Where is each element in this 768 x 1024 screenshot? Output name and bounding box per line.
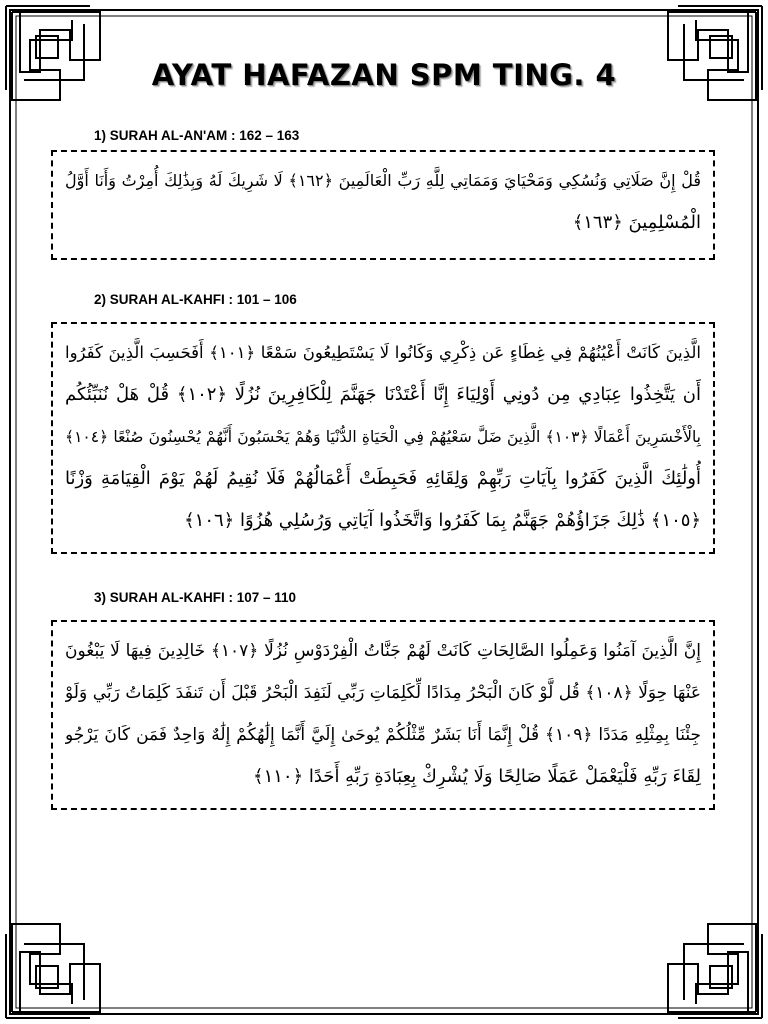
section-heading-1: 1) SURAH AL-AN'AM : 162 – 163 — [94, 128, 300, 143]
verse-box-1 — [51, 150, 715, 260]
verse-line: الْمُسْلِمِينَ ﴿١٦٣﴾ — [572, 212, 701, 233]
verse-line: ﴿١٠٥﴾ ذَٰلِكَ جَزَاؤُهُمْ جَهَنَّمُ بِمَا كَفَرُوا وَاتَّخَذُوا آيَاتِي وَرُسُلِي هُزُوًا ﴿١٠٦﴾ — [184, 510, 701, 531]
verse-line: بِالْأَخْسَرِينَ أَعْمَالًا ﴿١٠٣﴾ الَّذِينَ ضَلَّ سَعْيُهُمْ فِي الْحَيَاةِ الدُّنْيَا وَهُمْ يَحْسَبُونَ أَنَّهُمْ يُحْسِنُونَ صُنْعًا ﴿١٠٤﴾ — [65, 428, 701, 446]
verse-line: قُلْ إِنَّ صَلَاتِي وَنُسُكِي وَمَحْيَايَ وَمَمَاتِي لِلَّهِ رَبِّ الْعَالَمِينَ ﴿١٦٢﴾ لَا شَرِيكَ لَهُ وَبِذَٰلِكَ أُمِرْتُ وَأَنَا أَوَّلُ — [65, 171, 701, 190]
verse-line: إِنَّ الَّذِينَ آمَنُوا وَعَمِلُوا الصَّالِحَاتِ كَانَتْ لَهُمْ جَنَّاتُ الْفِرْدَوْسِ نُزُلًا ﴿١٠٧﴾ خَالِدِينَ فِيهَا لَا يَبْغُونَ — [65, 641, 701, 661]
verse-line: أُولَٰئِكَ الَّذِينَ كَفَرُوا بِآيَاتِ رَبِّهِمْ وَلِقَائِهِ فَحَبِطَتْ أَعْمَالُهُمْ فَلَا نُقِيمُ لَهُمْ يَوْمَ الْقِيَامَةِ وَزْنًا — [65, 468, 701, 489]
verse-line: لِقَاءَ رَبِّهِ فَلْيَعْمَلْ عَمَلًا صَالِحًا وَلَا يُشْرِكْ بِعِبَادَةِ رَبِّهِ أَحَدًا ﴿١١٠﴾ — [253, 766, 701, 787]
corner-ornament-bottom-left — [6, 924, 100, 1018]
verse-box-2 — [51, 322, 715, 554]
section-heading-3: 3) SURAH AL-KAHFI : 107 – 110 — [94, 590, 297, 605]
page-title: AYAT HAFAZAN SPM TING. 4 — [151, 58, 617, 92]
verse-box-3 — [51, 620, 715, 810]
verse-line: جِئْنَا بِمِثْلِهِ مَدَدًا ﴿١٠٩﴾ قُلْ إِنَّمَا أَنَا بَشَرٌ مِّثْلُكُمْ يُوحَىٰ إِلَيَّ أَنَّمَا إِلَٰهُكُمْ إِلَٰهٌ وَاحِدٌ فَمَن كَانَ يَرْجُو — [65, 725, 701, 745]
verse-line: عَنْهَا حِوَلًا ﴿١٠٨﴾ قُل لَّوْ كَانَ الْبَحْرُ مِدَادًا لِّكَلِمَاتِ رَبِّي لَنَفِدَ الْبَحْرُ قَبْلَ أَن تَنفَدَ كَلِمَاتُ رَبِّي وَلَوْ — [65, 683, 701, 703]
verse-line: الَّذِينَ كَانَتْ أَعْيُنُهُمْ فِي غِطَاءٍ عَن ذِكْرِي وَكَانُوا لَا يَسْتَطِيعُونَ سَمْعًا ﴿١٠١﴾ أَفَحَسِبَ الَّذِينَ كَفَرُوا — [65, 343, 701, 362]
corner-ornament-bottom-right — [668, 924, 762, 1018]
verse-line: أَن يَتَّخِذُوا عِبَادِي مِن دُونِي أَوْلِيَاءَ إِنَّا أَعْتَدْنَا جَهَنَّمَ لِلْكَافِرِينَ نُزُلًا ﴿١٠٢﴾ قُلْ هَلْ نُنَبِّئُكُم — [65, 384, 701, 405]
section-heading-2: 2) SURAH AL-KAHFI : 101 – 106 — [94, 292, 297, 307]
